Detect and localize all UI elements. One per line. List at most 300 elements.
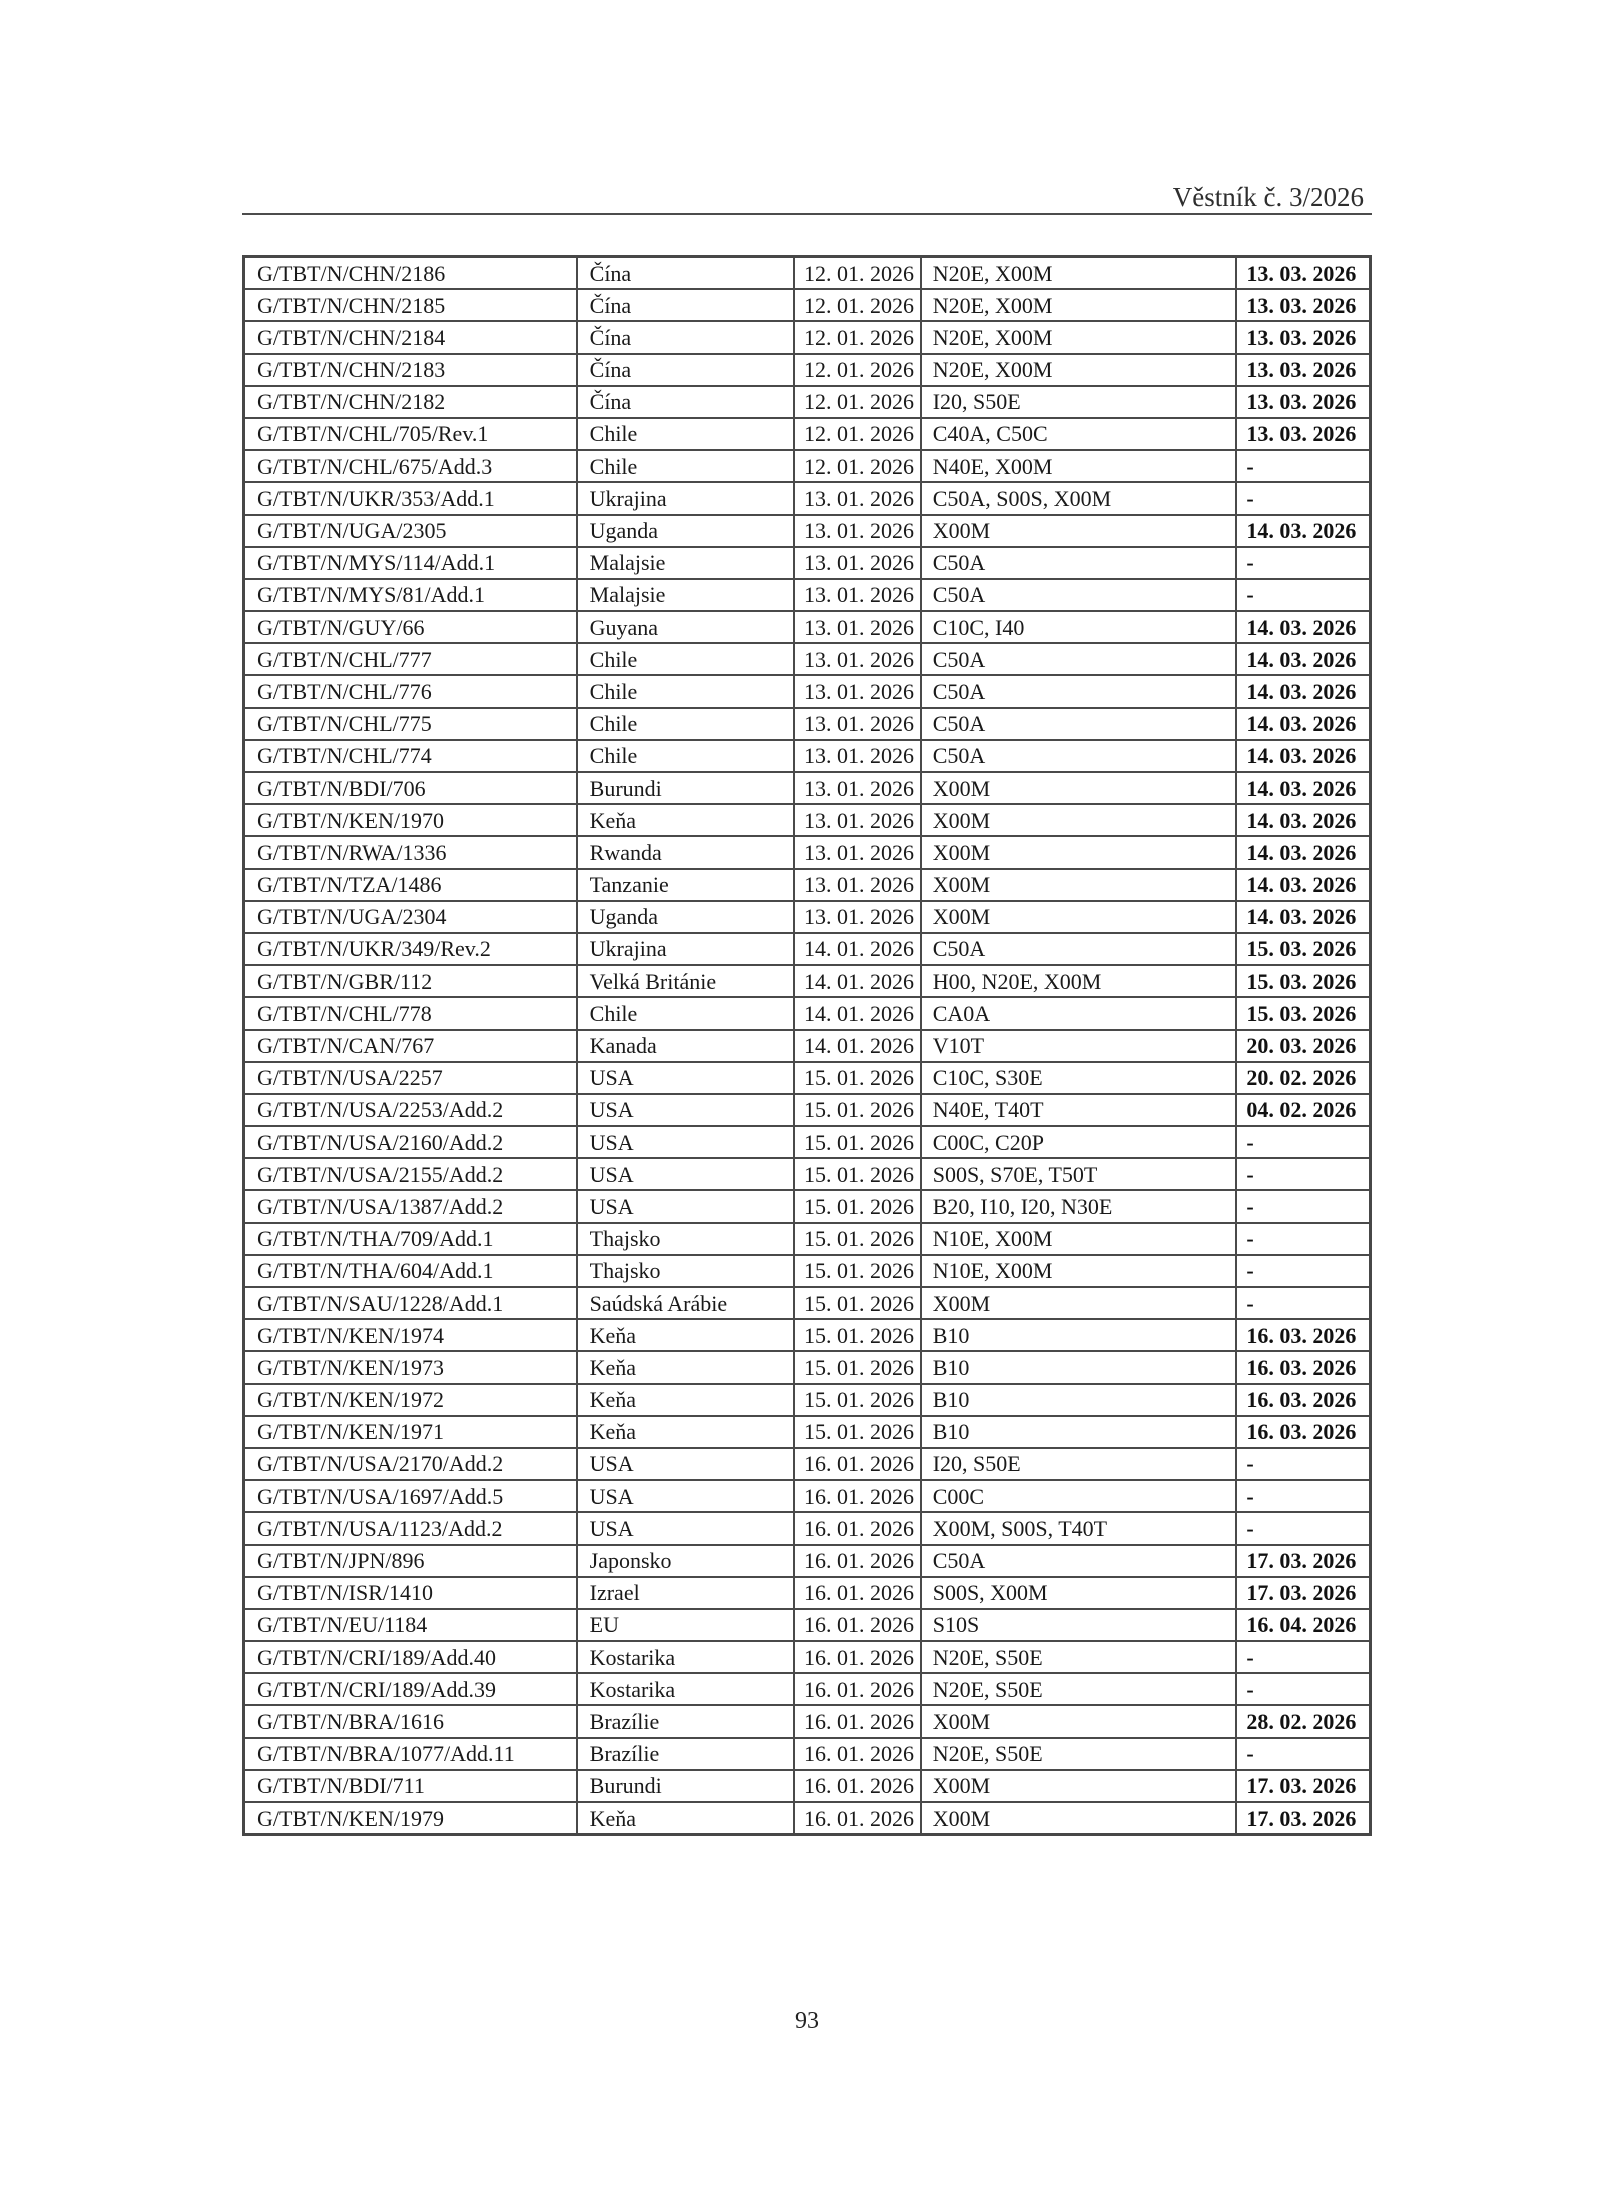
- cell-code: G/TBT/N/BDI/706: [244, 772, 577, 804]
- cell-code: G/TBT/N/CHL/776: [244, 675, 577, 707]
- cell-code: G/TBT/N/BRA/1077/Add.11: [244, 1738, 577, 1770]
- table-row: [244, 1126, 1371, 1158]
- table-row: [244, 1255, 1371, 1287]
- cell-date: 13. 01. 2026: [794, 579, 921, 611]
- cell-code: G/TBT/N/GUY/66: [244, 611, 577, 643]
- cell-date: 16. 01. 2026: [794, 1480, 921, 1512]
- cell-code: G/TBT/N/CHN/2183: [244, 354, 577, 386]
- cell-country: Čína: [577, 386, 794, 418]
- cell-country: Chile: [577, 740, 794, 772]
- cell-deadline: 13. 03. 2026: [1236, 289, 1370, 321]
- cell-date: 13. 01. 2026: [794, 772, 921, 804]
- cell-deadline: 16. 03. 2026: [1236, 1416, 1370, 1448]
- cell-date: 15. 01. 2026: [794, 1223, 921, 1255]
- cell-deadline: 20. 03. 2026: [1236, 1030, 1370, 1062]
- cell-deadline: 15. 03. 2026: [1236, 997, 1370, 1029]
- cell-date: 16. 01. 2026: [794, 1512, 921, 1544]
- cell-deadline: 17. 03. 2026: [1236, 1545, 1370, 1577]
- cell-deadline: -: [1236, 1738, 1370, 1770]
- cell-code: G/TBT/N/ISR/1410: [244, 1577, 577, 1609]
- cell-code: G/TBT/N/BDI/711: [244, 1770, 577, 1802]
- table-row: [244, 579, 1371, 611]
- cell-codes: N20E, X00M: [921, 257, 1237, 290]
- cell-code: G/TBT/N/KEN/1973: [244, 1351, 577, 1383]
- cell-country: USA: [577, 1190, 794, 1222]
- cell-deadline: 14. 03. 2026: [1236, 869, 1370, 901]
- header-rule: [242, 213, 1372, 215]
- table-row: [244, 1480, 1371, 1512]
- cell-codes: S10S: [921, 1609, 1237, 1641]
- cell-deadline: 14. 03. 2026: [1236, 611, 1370, 643]
- table-row: [244, 997, 1371, 1029]
- cell-codes: C50A: [921, 579, 1237, 611]
- table-row: [244, 1545, 1371, 1577]
- cell-codes: C40A, C50C: [921, 418, 1237, 450]
- cell-codes: B20, I10, I20, N30E: [921, 1190, 1237, 1222]
- cell-country: Keňa: [577, 1384, 794, 1416]
- cell-codes: N40E, T40T: [921, 1094, 1237, 1126]
- cell-country: Thajsko: [577, 1223, 794, 1255]
- cell-codes: H00, N20E, X00M: [921, 965, 1237, 997]
- cell-codes: N20E, S50E: [921, 1673, 1237, 1705]
- cell-deadline: 15. 03. 2026: [1236, 933, 1370, 965]
- notifications-table-body: [244, 257, 1371, 1835]
- cell-code: G/TBT/N/UKR/353/Add.1: [244, 482, 577, 514]
- cell-code: G/TBT/N/MYS/81/Add.1: [244, 579, 577, 611]
- cell-country: USA: [577, 1094, 794, 1126]
- cell-code: G/TBT/N/MYS/114/Add.1: [244, 547, 577, 579]
- cell-codes: N20E, X00M: [921, 289, 1237, 321]
- cell-deadline: 17. 03. 2026: [1236, 1770, 1370, 1802]
- cell-code: G/TBT/N/USA/2170/Add.2: [244, 1448, 577, 1480]
- cell-country: Chile: [577, 708, 794, 740]
- cell-code: G/TBT/N/CHL/777: [244, 643, 577, 675]
- cell-date: 16. 01. 2026: [794, 1802, 921, 1835]
- cell-date: 12. 01. 2026: [794, 418, 921, 450]
- cell-country: Tanzanie: [577, 869, 794, 901]
- cell-codes: C50A: [921, 547, 1237, 579]
- table-row: [244, 1384, 1371, 1416]
- table-row: [244, 547, 1371, 579]
- cell-country: Kanada: [577, 1030, 794, 1062]
- cell-date: 16. 01. 2026: [794, 1545, 921, 1577]
- cell-code: G/TBT/N/KEN/1972: [244, 1384, 577, 1416]
- cell-country: Ukrajina: [577, 933, 794, 965]
- table-row: [244, 1223, 1371, 1255]
- cell-deadline: 13. 03. 2026: [1236, 418, 1370, 450]
- cell-date: 15. 01. 2026: [794, 1416, 921, 1448]
- cell-country: Uganda: [577, 515, 794, 547]
- cell-deadline: -: [1236, 1512, 1370, 1544]
- table-row: [244, 1609, 1371, 1641]
- cell-code: G/TBT/N/EU/1184: [244, 1609, 577, 1641]
- cell-country: Burundi: [577, 1770, 794, 1802]
- cell-codes: N40E, X00M: [921, 450, 1237, 482]
- cell-country: Uganda: [577, 901, 794, 933]
- cell-date: 12. 01. 2026: [794, 321, 921, 353]
- cell-country: Čína: [577, 321, 794, 353]
- cell-deadline: 17. 03. 2026: [1236, 1577, 1370, 1609]
- cell-codes: N20E, S50E: [921, 1738, 1237, 1770]
- cell-country: Keňa: [577, 1351, 794, 1383]
- cell-code: G/TBT/N/KEN/1974: [244, 1319, 577, 1351]
- table-row: [244, 933, 1371, 965]
- cell-country: USA: [577, 1512, 794, 1544]
- cell-country: Keňa: [577, 1319, 794, 1351]
- cell-code: G/TBT/N/CHN/2186: [244, 257, 577, 290]
- cell-deadline: 14. 03. 2026: [1236, 772, 1370, 804]
- cell-country: Čína: [577, 354, 794, 386]
- table-row: [244, 1351, 1371, 1383]
- cell-country: Thajsko: [577, 1255, 794, 1287]
- cell-country: Chile: [577, 643, 794, 675]
- cell-codes: N20E, S50E: [921, 1641, 1237, 1673]
- cell-code: G/TBT/N/JPN/896: [244, 1545, 577, 1577]
- cell-country: Brazílie: [577, 1705, 794, 1737]
- cell-country: USA: [577, 1480, 794, 1512]
- cell-code: G/TBT/N/CHL/675/Add.3: [244, 450, 577, 482]
- cell-codes: X00M, S00S, T40T: [921, 1512, 1237, 1544]
- cell-date: 12. 01. 2026: [794, 354, 921, 386]
- cell-code: G/TBT/N/UGA/2305: [244, 515, 577, 547]
- cell-codes: S00S, S70E, T50T: [921, 1158, 1237, 1190]
- cell-codes: X00M: [921, 515, 1237, 547]
- cell-codes: X00M: [921, 804, 1237, 836]
- cell-country: EU: [577, 1609, 794, 1641]
- cell-date: 13. 01. 2026: [794, 869, 921, 901]
- cell-date: 13. 01. 2026: [794, 740, 921, 772]
- cell-code: G/TBT/N/CHL/775: [244, 708, 577, 740]
- cell-codes: C00C, C20P: [921, 1126, 1237, 1158]
- cell-date: 16. 01. 2026: [794, 1577, 921, 1609]
- cell-date: 14. 01. 2026: [794, 933, 921, 965]
- cell-deadline: 04. 02. 2026: [1236, 1094, 1370, 1126]
- cell-country: USA: [577, 1126, 794, 1158]
- cell-codes: N10E, X00M: [921, 1223, 1237, 1255]
- cell-date: 15. 01. 2026: [794, 1126, 921, 1158]
- cell-country: Chile: [577, 675, 794, 707]
- cell-codes: N20E, X00M: [921, 354, 1237, 386]
- page-number: 93: [795, 2008, 819, 2034]
- table-row: [244, 257, 1371, 290]
- cell-date: 15. 01. 2026: [794, 1094, 921, 1126]
- notifications-table-wrap: [242, 255, 1372, 1836]
- cell-codes: C50A: [921, 675, 1237, 707]
- cell-country: Chile: [577, 997, 794, 1029]
- cell-country: Velká Británie: [577, 965, 794, 997]
- cell-deadline: -: [1236, 579, 1370, 611]
- cell-codes: C50A: [921, 1545, 1237, 1577]
- cell-deadline: -: [1236, 1158, 1370, 1190]
- table-row: [244, 354, 1371, 386]
- cell-code: G/TBT/N/CHL/778: [244, 997, 577, 1029]
- table-row: [244, 675, 1371, 707]
- cell-deadline: 14. 03. 2026: [1236, 643, 1370, 675]
- cell-codes: V10T: [921, 1030, 1237, 1062]
- cell-code: G/TBT/N/USA/2160/Add.2: [244, 1126, 577, 1158]
- cell-deadline: 14. 03. 2026: [1236, 901, 1370, 933]
- cell-code: G/TBT/N/USA/1387/Add.2: [244, 1190, 577, 1222]
- table-row: [244, 1738, 1371, 1770]
- cell-code: G/TBT/N/KEN/1971: [244, 1416, 577, 1448]
- cell-deadline: 17. 03. 2026: [1236, 1802, 1370, 1835]
- cell-code: G/TBT/N/THA/709/Add.1: [244, 1223, 577, 1255]
- cell-codes: I20, S50E: [921, 386, 1237, 418]
- table-row: [244, 965, 1371, 997]
- table-row: [244, 611, 1371, 643]
- cell-country: Guyana: [577, 611, 794, 643]
- cell-codes: X00M: [921, 836, 1237, 868]
- cell-deadline: -: [1236, 547, 1370, 579]
- cell-codes: C50A: [921, 933, 1237, 965]
- table-row: [244, 643, 1371, 675]
- cell-deadline: -: [1236, 1190, 1370, 1222]
- table-row: [244, 1158, 1371, 1190]
- cell-deadline: -: [1236, 1448, 1370, 1480]
- cell-country: Ukrajina: [577, 482, 794, 514]
- cell-codes: C10C, S30E: [921, 1062, 1237, 1094]
- cell-codes: C50A: [921, 740, 1237, 772]
- cell-codes: C50A, S00S, X00M: [921, 482, 1237, 514]
- table-row: [244, 418, 1371, 450]
- cell-deadline: -: [1236, 1480, 1370, 1512]
- cell-country: Burundi: [577, 772, 794, 804]
- cell-date: 15. 01. 2026: [794, 1287, 921, 1319]
- cell-date: 15. 01. 2026: [794, 1062, 921, 1094]
- cell-country: USA: [577, 1158, 794, 1190]
- table-row: [244, 1062, 1371, 1094]
- cell-codes: CA0A: [921, 997, 1237, 1029]
- cell-deadline: -: [1236, 1223, 1370, 1255]
- cell-code: G/TBT/N/RWA/1336: [244, 836, 577, 868]
- cell-date: 16. 01. 2026: [794, 1641, 921, 1673]
- cell-code: G/TBT/N/UGA/2304: [244, 901, 577, 933]
- cell-deadline: -: [1236, 482, 1370, 514]
- cell-date: 12. 01. 2026: [794, 257, 921, 290]
- table-row: [244, 1190, 1371, 1222]
- table-row: [244, 321, 1371, 353]
- cell-codes: C10C, I40: [921, 611, 1237, 643]
- cell-date: 15. 01. 2026: [794, 1190, 921, 1222]
- cell-deadline: 16. 03. 2026: [1236, 1319, 1370, 1351]
- cell-code: G/TBT/N/USA/2155/Add.2: [244, 1158, 577, 1190]
- cell-date: 15. 01. 2026: [794, 1255, 921, 1287]
- table-row: [244, 289, 1371, 321]
- table-row: [244, 740, 1371, 772]
- cell-country: Čína: [577, 289, 794, 321]
- cell-date: 13. 01. 2026: [794, 643, 921, 675]
- table-row: [244, 1319, 1371, 1351]
- cell-date: 15. 01. 2026: [794, 1319, 921, 1351]
- cell-deadline: 14. 03. 2026: [1236, 836, 1370, 868]
- cell-code: G/TBT/N/BRA/1616: [244, 1705, 577, 1737]
- cell-date: 13. 01. 2026: [794, 675, 921, 707]
- cell-codes: B10: [921, 1416, 1237, 1448]
- table-row: [244, 515, 1371, 547]
- cell-codes: N20E, X00M: [921, 321, 1237, 353]
- cell-deadline: 14. 03. 2026: [1236, 675, 1370, 707]
- cell-codes: C00C: [921, 1480, 1237, 1512]
- cell-code: G/TBT/N/CRI/189/Add.40: [244, 1641, 577, 1673]
- cell-code: G/TBT/N/CHN/2184: [244, 321, 577, 353]
- cell-date: 16. 01. 2026: [794, 1705, 921, 1737]
- cell-codes: X00M: [921, 1770, 1237, 1802]
- cell-country: Kostarika: [577, 1641, 794, 1673]
- cell-country: Keňa: [577, 804, 794, 836]
- table-row: [244, 482, 1371, 514]
- table-row: [244, 1705, 1371, 1737]
- cell-date: 13. 01. 2026: [794, 482, 921, 514]
- cell-deadline: 20. 02. 2026: [1236, 1062, 1370, 1094]
- cell-country: Čína: [577, 257, 794, 290]
- cell-deadline: 13. 03. 2026: [1236, 386, 1370, 418]
- table-row: [244, 772, 1371, 804]
- cell-deadline: 16. 03. 2026: [1236, 1384, 1370, 1416]
- cell-country: Chile: [577, 418, 794, 450]
- cell-date: 13. 01. 2026: [794, 547, 921, 579]
- cell-date: 15. 01. 2026: [794, 1384, 921, 1416]
- table-row: [244, 1030, 1371, 1062]
- cell-codes: I20, S50E: [921, 1448, 1237, 1480]
- cell-country: Malajsie: [577, 579, 794, 611]
- cell-date: 16. 01. 2026: [794, 1673, 921, 1705]
- cell-date: 15. 01. 2026: [794, 1158, 921, 1190]
- cell-codes: X00M: [921, 1287, 1237, 1319]
- cell-date: 16. 01. 2026: [794, 1738, 921, 1770]
- cell-codes: S00S, X00M: [921, 1577, 1237, 1609]
- table-row: [244, 386, 1371, 418]
- cell-date: 13. 01. 2026: [794, 611, 921, 643]
- cell-date: 12. 01. 2026: [794, 450, 921, 482]
- cell-codes: X00M: [921, 1802, 1237, 1835]
- cell-deadline: 16. 04. 2026: [1236, 1609, 1370, 1641]
- cell-code: G/TBT/N/USA/1697/Add.5: [244, 1480, 577, 1512]
- cell-country: Saúdská Arábie: [577, 1287, 794, 1319]
- cell-date: 12. 01. 2026: [794, 289, 921, 321]
- cell-codes: N10E, X00M: [921, 1255, 1237, 1287]
- cell-code: G/TBT/N/KEN/1979: [244, 1802, 577, 1835]
- cell-codes: B10: [921, 1384, 1237, 1416]
- table-row: [244, 1577, 1371, 1609]
- table-row: [244, 708, 1371, 740]
- table-row: [244, 836, 1371, 868]
- table-row: [244, 1416, 1371, 1448]
- cell-code: G/TBT/N/TZA/1486: [244, 869, 577, 901]
- cell-date: 16. 01. 2026: [794, 1448, 921, 1480]
- cell-code: G/TBT/N/KEN/1970: [244, 804, 577, 836]
- cell-codes: X00M: [921, 1705, 1237, 1737]
- table-row: [244, 450, 1371, 482]
- cell-code: G/TBT/N/GBR/112: [244, 965, 577, 997]
- cell-country: USA: [577, 1062, 794, 1094]
- cell-deadline: 28. 02. 2026: [1236, 1705, 1370, 1737]
- cell-code: G/TBT/N/CAN/767: [244, 1030, 577, 1062]
- cell-date: 14. 01. 2026: [794, 965, 921, 997]
- cell-codes: C50A: [921, 643, 1237, 675]
- cell-deadline: -: [1236, 1255, 1370, 1287]
- cell-deadline: -: [1236, 1673, 1370, 1705]
- cell-codes: X00M: [921, 901, 1237, 933]
- cell-deadline: 16. 03. 2026: [1236, 1351, 1370, 1383]
- cell-country: Izrael: [577, 1577, 794, 1609]
- cell-code: G/TBT/N/UKR/349/Rev.2: [244, 933, 577, 965]
- cell-country: Chile: [577, 450, 794, 482]
- cell-date: 15. 01. 2026: [794, 1351, 921, 1383]
- cell-date: 13. 01. 2026: [794, 708, 921, 740]
- cell-deadline: -: [1236, 1287, 1370, 1319]
- cell-country: Keňa: [577, 1802, 794, 1835]
- cell-deadline: 14. 03. 2026: [1236, 515, 1370, 547]
- cell-deadline: -: [1236, 1126, 1370, 1158]
- table-row: [244, 1287, 1371, 1319]
- cell-date: 12. 01. 2026: [794, 386, 921, 418]
- cell-code: G/TBT/N/SAU/1228/Add.1: [244, 1287, 577, 1319]
- cell-code: G/TBT/N/CHN/2185: [244, 289, 577, 321]
- table-row: [244, 804, 1371, 836]
- cell-date: 14. 01. 2026: [794, 1030, 921, 1062]
- cell-date: 16. 01. 2026: [794, 1770, 921, 1802]
- cell-deadline: 15. 03. 2026: [1236, 965, 1370, 997]
- cell-country: Brazílie: [577, 1738, 794, 1770]
- table-row: [244, 1802, 1371, 1835]
- cell-codes: X00M: [921, 869, 1237, 901]
- cell-country: Kostarika: [577, 1673, 794, 1705]
- page-header-title: Věstník č. 3/2026: [1172, 182, 1364, 212]
- cell-date: 13. 01. 2026: [794, 515, 921, 547]
- cell-code: G/TBT/N/USA/1123/Add.2: [244, 1512, 577, 1544]
- cell-country: Rwanda: [577, 836, 794, 868]
- cell-codes: X00M: [921, 772, 1237, 804]
- cell-code: G/TBT/N/CRI/189/Add.39: [244, 1673, 577, 1705]
- cell-code: G/TBT/N/USA/2257: [244, 1062, 577, 1094]
- cell-deadline: 13. 03. 2026: [1236, 257, 1370, 290]
- cell-code: G/TBT/N/CHL/774: [244, 740, 577, 772]
- table-row: [244, 1673, 1371, 1705]
- cell-codes: C50A: [921, 708, 1237, 740]
- cell-date: 13. 01. 2026: [794, 901, 921, 933]
- table-row: [244, 1448, 1371, 1480]
- cell-deadline: -: [1236, 1641, 1370, 1673]
- table-row: [244, 1094, 1371, 1126]
- table-row: [244, 901, 1371, 933]
- cell-deadline: 14. 03. 2026: [1236, 740, 1370, 772]
- cell-deadline: 14. 03. 2026: [1236, 708, 1370, 740]
- cell-country: Malajsie: [577, 547, 794, 579]
- cell-country: Japonsko: [577, 1545, 794, 1577]
- cell-deadline: -: [1236, 450, 1370, 482]
- cell-date: 14. 01. 2026: [794, 997, 921, 1029]
- cell-date: 13. 01. 2026: [794, 804, 921, 836]
- cell-codes: B10: [921, 1319, 1237, 1351]
- table-row: [244, 1512, 1371, 1544]
- table-row: [244, 1770, 1371, 1802]
- cell-deadline: 13. 03. 2026: [1236, 354, 1370, 386]
- cell-country: Keňa: [577, 1416, 794, 1448]
- cell-date: 16. 01. 2026: [794, 1609, 921, 1641]
- cell-code: G/TBT/N/THA/604/Add.1: [244, 1255, 577, 1287]
- cell-country: USA: [577, 1448, 794, 1480]
- cell-deadline: 14. 03. 2026: [1236, 804, 1370, 836]
- table-row: [244, 869, 1371, 901]
- notifications-table: [242, 255, 1372, 1836]
- cell-codes: B10: [921, 1351, 1237, 1383]
- cell-date: 13. 01. 2026: [794, 836, 921, 868]
- cell-code: G/TBT/N/CHL/705/Rev.1: [244, 418, 577, 450]
- table-row: [244, 1641, 1371, 1673]
- cell-code: G/TBT/N/USA/2253/Add.2: [244, 1094, 577, 1126]
- cell-code: G/TBT/N/CHN/2182: [244, 386, 577, 418]
- cell-deadline: 13. 03. 2026: [1236, 321, 1370, 353]
